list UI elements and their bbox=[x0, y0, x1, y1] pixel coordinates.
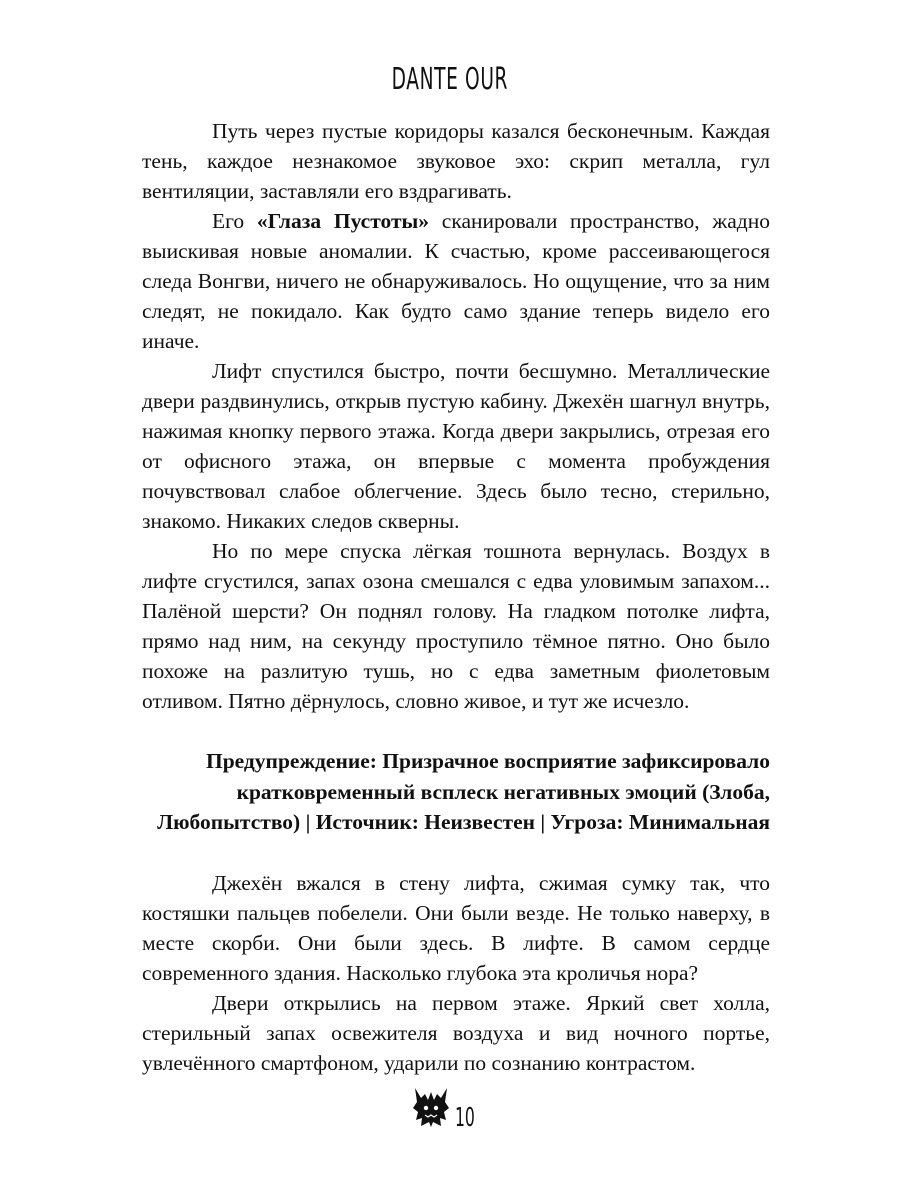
notice-line: Предупреждение: Призрачное восприятие зафиксировало bbox=[205, 749, 770, 773]
page-header bbox=[0, 62, 900, 97]
paragraph: Путь через пустые коридоры казался бесконечным. Каждая тень, каждое незнакомое звуковое эхо: скрип металла, гул вентиляции, заставляли его вздрагивать. bbox=[142, 119, 770, 203]
paragraph: Но по мере спуска лёгкая тошнота вернулась. Воздух в лифте сгустился, запах озона смешался с едва уловимым запахом... Палёной шерсти? Он поднял голову. На гладком потолке лифта, прямо над ним, на секунду проступило тёмное пятно. Оно было похоже на разлитую тушь, но с едва заметным фиолетовым отливом. Пятно дёрнулось, словно живое, и тут же исчезло. bbox=[142, 539, 770, 713]
page-body bbox=[142, 116, 770, 1078]
paragraph: Лифт спустился быстро, почти бесшумно. Металлические двери раздвинулись, открыв пустую кабину. Джехён шагнул внутрь, нажимая кнопку первого этажа. Когда двери закрылись, отрезая его от офисного этажа, он впервые с момента пробуждения почувствовал слабое облегчение. Здесь было тесно, стерильно, знакомо. Никаких следов скверны. bbox=[142, 359, 770, 533]
page-number: 10 bbox=[455, 1103, 476, 1133]
paragraph-prefix: Его bbox=[212, 209, 257, 233]
ability-name: «Глаза Пустоты» bbox=[256, 209, 430, 233]
system-notice bbox=[142, 746, 770, 838]
paragraph bbox=[142, 206, 770, 356]
brand-title: DANTE OUR bbox=[391, 62, 509, 97]
notice-line: кратковременный всплеск негативных эмоций (Злоба, bbox=[236, 779, 770, 804]
paragraph-suffix: сканировали пространство, жадно выискивая новые аномалии. К счастью, кроме рассеивающегося следа Вонгви, ничего не обнаруживалось. Но ощущение, что за ним следят, не покидало. Как будто само здание теперь видело его иначе. bbox=[142, 209, 770, 353]
notice-line: Любопытство) | Источник: Неизвестен | Угроза: Минимальная bbox=[157, 810, 770, 834]
paragraph: Джехён вжался в стену лифта, сжимая сумку так, что костяшки пальцев побелели. Они были везде. Не только наверху, в месте скорби. Они были здесь. В лифте. В самом сердце современного здания. Насколько глубока эта кроличья нора? bbox=[142, 870, 770, 985]
paragraph: Двери открылись на первом этаже. Яркий свет холла, стерильный запах освежителя воздуха и вид ночного портье, увлечённого смартфоном, ударили по сознанию контрастом. bbox=[142, 990, 770, 1075]
demon-head-icon bbox=[411, 1086, 451, 1133]
page-footer bbox=[0, 1086, 900, 1133]
